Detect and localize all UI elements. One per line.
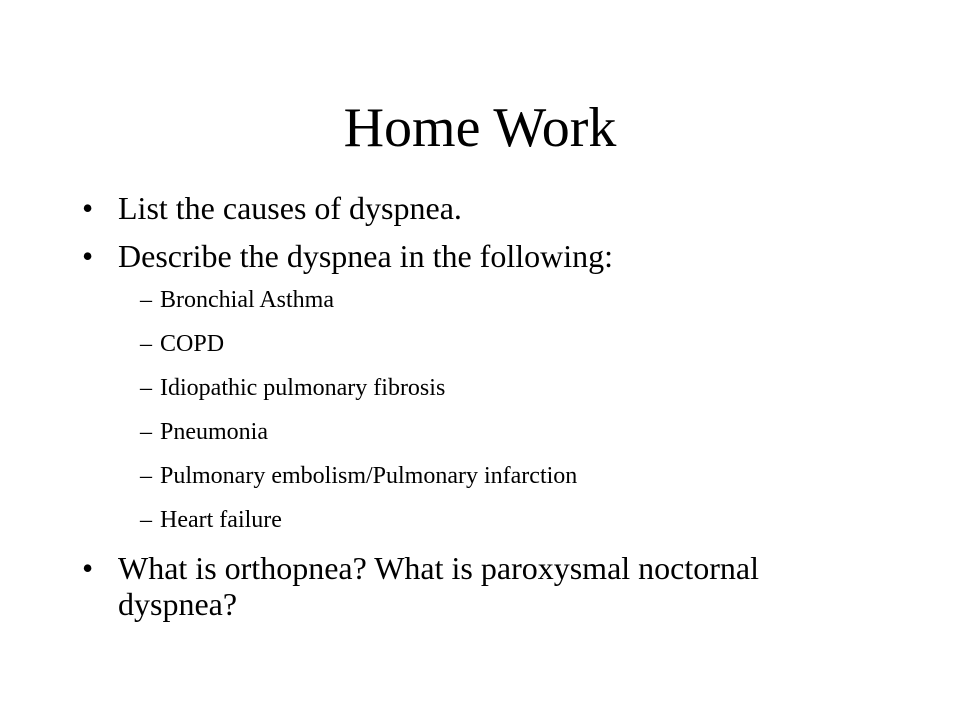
bullet-marker: • [82, 238, 94, 274]
sub-bullet-text: Heart failure [160, 507, 282, 533]
sub-bullet-text: Pneumonia [160, 419, 268, 445]
dash-marker: – [140, 419, 152, 445]
bullet-item [82, 550, 882, 622]
dash-marker: – [140, 331, 152, 357]
sub-bullet-item [82, 286, 882, 314]
dash-marker: – [140, 375, 152, 401]
sub-bullet-text: Pulmonary embolism/Pulmonary infarction [160, 463, 578, 489]
bullet-text: What is orthopnea? What is paroxysmal noctornal dyspnea? [118, 550, 759, 622]
dash-marker: – [140, 507, 152, 533]
sub-bullet-item [82, 506, 882, 534]
sub-bullet-item [82, 374, 882, 402]
sub-bullet-text: COPD [160, 331, 225, 357]
bullet-item [82, 190, 882, 226]
sub-bullet-item [82, 330, 882, 358]
bullet-marker: • [82, 190, 94, 226]
sub-bullet-text: Idiopathic pulmonary fibrosis [160, 375, 446, 401]
bullet-text: List the causes of dyspnea. [118, 190, 462, 226]
slide-title: Home Work [343, 97, 617, 159]
sub-bullet-item [82, 418, 882, 446]
bullet-item [82, 238, 882, 274]
slide-content [82, 190, 882, 634]
sub-bullet-item [82, 462, 882, 490]
dash-marker: – [140, 287, 152, 313]
dash-marker: – [140, 463, 152, 489]
sub-bullet-text: Bronchial Asthma [160, 287, 334, 313]
bullet-text: Describe the dyspnea in the following: [118, 238, 613, 274]
sub-bullet-list [82, 286, 882, 534]
bullet-marker: • [82, 550, 94, 586]
